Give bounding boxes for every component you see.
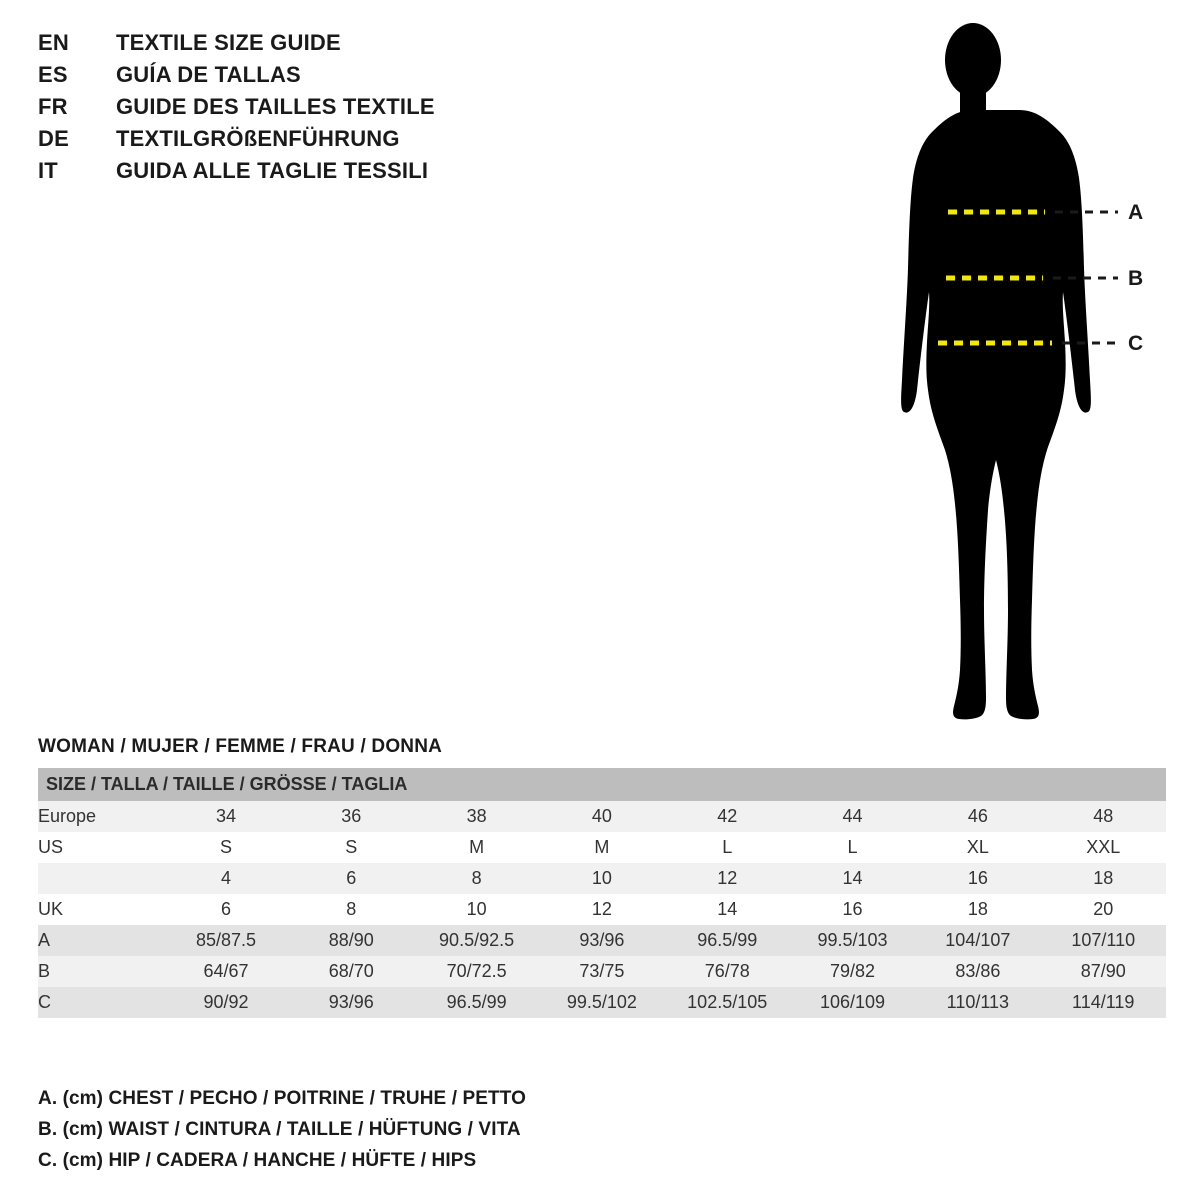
row-label-europe: Europe	[38, 801, 163, 832]
cell: 38	[414, 801, 539, 832]
cell: 110/113	[915, 987, 1040, 1018]
cell: 16	[915, 863, 1040, 894]
cell: 12	[539, 894, 664, 925]
cell: 8	[289, 894, 414, 925]
table-row	[38, 894, 1166, 925]
title-row	[38, 126, 658, 158]
cell: 96.5/99	[665, 925, 790, 956]
measure-label-a: A	[1128, 201, 1144, 224]
table-row	[38, 863, 1166, 894]
cell: 114/119	[1041, 987, 1167, 1018]
cell: 90/92	[163, 987, 288, 1018]
title-lang-fr: FR	[38, 94, 68, 119]
cell: 14	[665, 894, 790, 925]
cell: S	[289, 832, 414, 863]
cell: 48	[1041, 801, 1167, 832]
cell: XXL	[1041, 832, 1167, 863]
cell: L	[790, 832, 915, 863]
legend-line-a: A. (cm) CHEST / PECHO / POITRINE / TRUHE / PETTO	[38, 1088, 526, 1109]
measure-label-c: C	[1128, 332, 1144, 355]
cell: 76/78	[665, 956, 790, 987]
title-text-fr: GUIDE DES TAILLES TEXTILE	[116, 94, 435, 119]
cell: 40	[539, 801, 664, 832]
table-row	[38, 801, 1166, 832]
size-table	[38, 768, 1166, 1018]
cell: 106/109	[790, 987, 915, 1018]
title-row	[38, 62, 658, 94]
title-row	[38, 158, 658, 190]
female-silhouette-icon	[860, 10, 1190, 750]
cell: 36	[289, 801, 414, 832]
cell: 83/86	[915, 956, 1040, 987]
cell: 96.5/99	[414, 987, 539, 1018]
title-text-it: GUIDA ALLE TAGLIE TESSILI	[116, 158, 429, 183]
cell: 93/96	[289, 987, 414, 1018]
cell: 14	[790, 863, 915, 894]
cell: 85/87.5	[163, 925, 288, 956]
title-row	[38, 94, 658, 126]
cell: 4	[163, 863, 288, 894]
cell: 20	[1041, 894, 1167, 925]
legend-line-b: B. (cm) WAIST / CINTURA / TAILLE / HÜFTUNG / VITA	[38, 1119, 521, 1140]
cell: 79/82	[790, 956, 915, 987]
measurement-legend	[38, 1088, 738, 1181]
cell: 6	[163, 894, 288, 925]
cell: L	[665, 832, 790, 863]
cell: 73/75	[539, 956, 664, 987]
cell: 99.5/102	[539, 987, 664, 1018]
cell: 99.5/103	[790, 925, 915, 956]
cell: 16	[790, 894, 915, 925]
cell: 64/67	[163, 956, 288, 987]
cell: 34	[163, 801, 288, 832]
cell: 88/90	[289, 925, 414, 956]
cell: 10	[414, 894, 539, 925]
cell: 46	[915, 801, 1040, 832]
cell: 90.5/92.5	[414, 925, 539, 956]
row-label-us-numeric	[38, 863, 163, 894]
cell: 18	[1041, 863, 1167, 894]
size-table-section	[38, 736, 1166, 1018]
title-lang-de: DE	[38, 126, 69, 151]
cell: 8	[414, 863, 539, 894]
table-row	[38, 832, 1166, 863]
cell: 12	[665, 863, 790, 894]
cell: 104/107	[915, 925, 1040, 956]
cell: XL	[915, 832, 1040, 863]
row-label-c: C	[38, 987, 163, 1018]
figure-area	[860, 10, 1190, 750]
cell: 42	[665, 801, 790, 832]
cell: M	[539, 832, 664, 863]
table-row	[38, 987, 1166, 1018]
cell: 68/70	[289, 956, 414, 987]
cell: S	[163, 832, 288, 863]
title-text-en: TEXTILE SIZE GUIDE	[116, 30, 341, 55]
title-text-es: GUÍA DE TALLAS	[116, 62, 301, 87]
table-heading: WOMAN / MUJER / FEMME / FRAU / DONNA	[38, 736, 443, 757]
cell: 6	[289, 863, 414, 894]
row-label-uk: UK	[38, 894, 163, 925]
cell: 44	[790, 801, 915, 832]
table-row	[38, 925, 1166, 956]
legend-line-c: C. (cm) HIP / CADERA / HANCHE / HÜFTE / HIPS	[38, 1150, 477, 1171]
table-header-row	[38, 768, 1166, 801]
row-label-b: B	[38, 956, 163, 987]
cell: 93/96	[539, 925, 664, 956]
title-lang-it: IT	[38, 158, 58, 183]
cell: 70/72.5	[414, 956, 539, 987]
title-lang-en: EN	[38, 30, 69, 55]
title-lang-es: ES	[38, 62, 68, 87]
cell: 107/110	[1041, 925, 1167, 956]
title-block	[38, 30, 658, 190]
cell: 87/90	[1041, 956, 1167, 987]
row-label-a: A	[38, 925, 163, 956]
title-text-de: TEXTILGRÖßENFÜHRUNG	[116, 126, 400, 151]
table-row	[38, 956, 1166, 987]
measure-label-b: B	[1128, 267, 1144, 290]
cell: 102.5/105	[665, 987, 790, 1018]
cell: 18	[915, 894, 1040, 925]
cell: 10	[539, 863, 664, 894]
title-row	[38, 30, 658, 62]
table-header-label: SIZE / TALLA / TAILLE / GRÖSSE / TAGLIA	[38, 768, 1166, 801]
cell: M	[414, 832, 539, 863]
row-label-us: US	[38, 832, 163, 863]
